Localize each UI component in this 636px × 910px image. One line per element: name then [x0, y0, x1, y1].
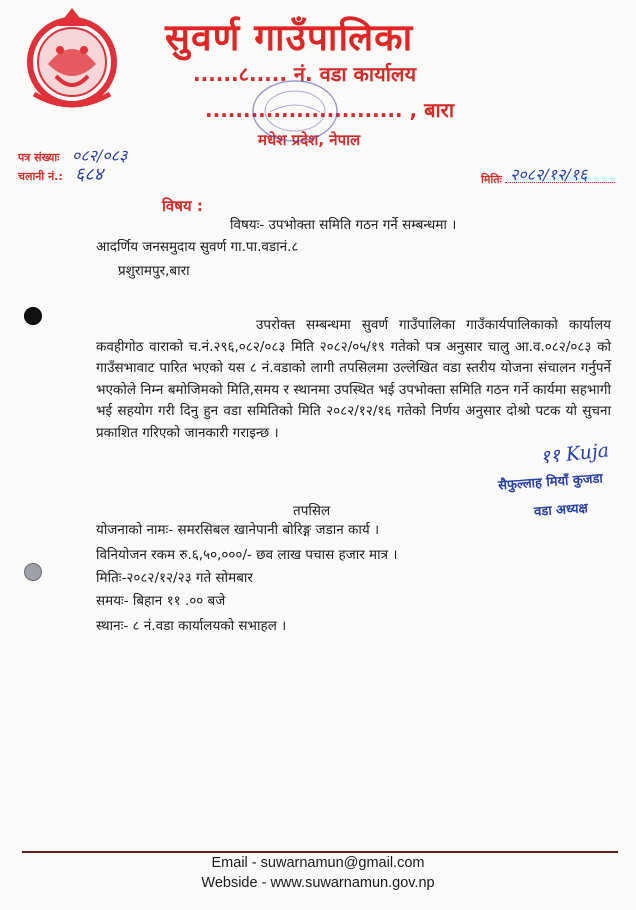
footer-divider	[22, 851, 618, 853]
letter-number-value: ०८२/०८३	[72, 146, 128, 165]
schedule-heading: तपसिल	[293, 503, 331, 519]
subject-heading: विषय :	[162, 197, 203, 215]
footer-website: Webside - www.suwarnamun.gov.np	[201, 875, 435, 891]
ward-stamp-icon	[250, 78, 340, 144]
handwritten-signature: ११ Kuja	[539, 439, 611, 469]
meeting-venue-line: स्थानः- ८ नं.वडा कार्यालयको सभाहल ।	[96, 618, 287, 634]
punch-hole	[24, 307, 42, 325]
meeting-time-line: समयः- बिहान ११ .०० बजे	[96, 593, 226, 609]
body-text: उपरोक्त सम्बन्धमा सुवर्ण गाउँपालिका गाउँकार्यपालिकाको कार्यालय कवहीगोठ वाराको च.नं.२९६,०८२/०८३ मिति २०८२/०५/१९ गतेको पत्र अनुसार चालु आ.व.०८२/०८३ को गाउँसभावाट पारित भएको यस ८ नं.वडाको लागी तपसिलमा उल्लेखित वडा स्तरीय योजना संचालन गर्नुपर्ने भएकोले निम्न बमोजिमको मिति,समय र स्थानमा उपस्थित भई उपभोक्ता समिति गठन गर्ने कार्यमा सहभागी भई सहयोग गरी दिनु हुन वडा समितिको मिति २०८२/१२/१६ गतेको निर्णय अनुसार दोश्रो पटक यो सुचना प्रकाशित गरिएको जानकारी गराइन्छ ।	[96, 317, 611, 441]
body-paragraph	[96, 315, 611, 444]
signer-name-stamp: सैफुल्लाह मियाँ कुजडा	[497, 471, 604, 494]
dispatch-number-value: ६८४	[75, 164, 104, 185]
nepal-emblem-icon	[18, 4, 126, 116]
budget-line: विनियोजन रकम रु.६,५०,०००/- छव लाख पचास हजार मात्र ।	[96, 547, 398, 563]
org-name: सुवर्ण गाउँपालिका	[165, 16, 414, 59]
date-label: मितिः	[481, 173, 502, 186]
ward-office-title: ......८..... नं. वडा कार्यालय	[193, 62, 417, 86]
date-value: २०८२/१२/१६	[510, 165, 588, 184]
addressee-line-1: आदर्णिय जनसमुदाय सुवर्ण गा.पा.वडानं.८	[96, 239, 299, 255]
punch-hole	[24, 563, 42, 581]
dispatch-number-label: चलानी नं.:	[18, 170, 63, 183]
letter-number-label: पत्र संख्याः	[18, 151, 60, 164]
subject-line: विषयः- उपभोक्ता समिति गठन गर्ने सम्बन्धमा ।	[230, 217, 457, 233]
footer-email: Email - suwarnamun@gmail.com	[211, 855, 425, 871]
meeting-date-line: मितिः-२०८२/१२/२३ गते सोमबार	[96, 570, 253, 586]
district-line: .......................... , बारा	[205, 98, 455, 122]
date-underline	[505, 182, 615, 183]
addressee-line-2: प्रशुरामपुर,बारा	[118, 263, 190, 279]
signer-title-stamp: वडा अध्यक्ष	[533, 501, 589, 520]
project-name-line: योजनाको नामः- समरसिबल खानेपानी बोरिङ्ग जडान कार्य ।	[96, 522, 380, 538]
province-line: मधेश प्रदेश, नेपाल	[258, 131, 361, 149]
